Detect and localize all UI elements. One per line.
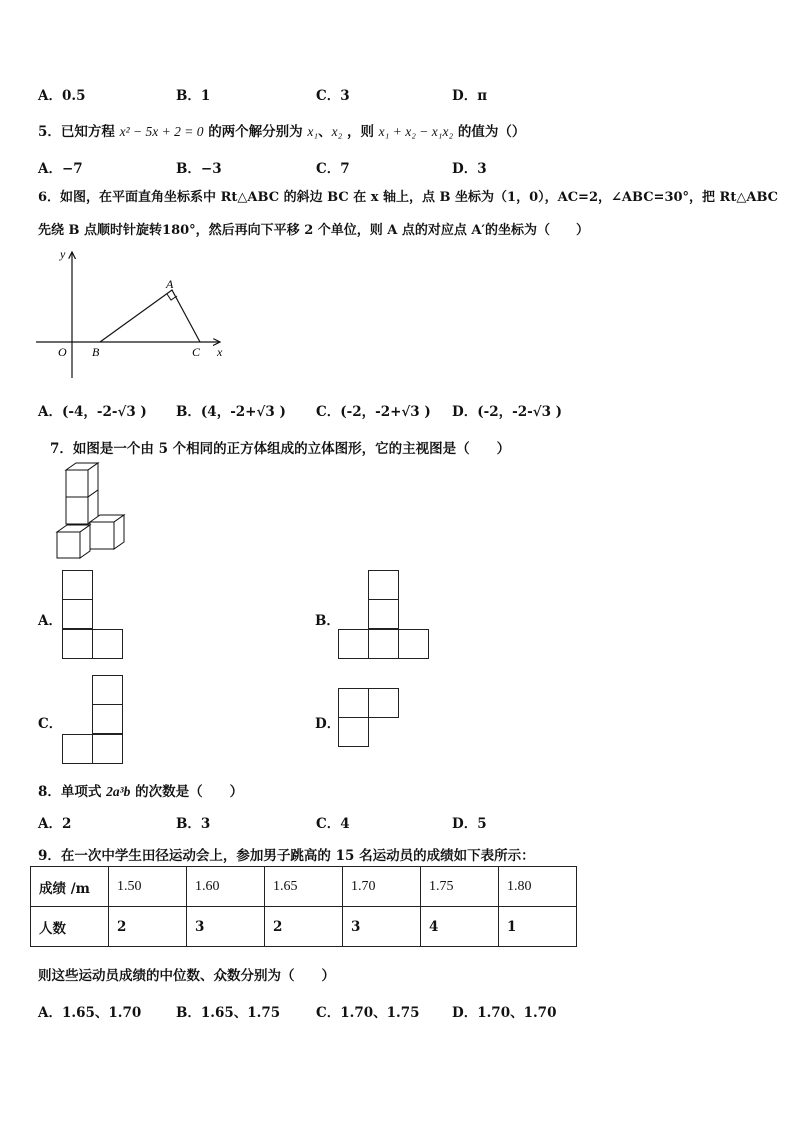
table-row [31, 907, 577, 947]
q9-question: 则这些运动员成绩的中位数、众数分别为（ ） [38, 968, 335, 984]
q5-option-c: C．7 [316, 161, 350, 177]
height-cell: 1.60 [187, 867, 265, 907]
q7-option-a-label: A． [38, 613, 62, 629]
label-a: A [166, 277, 174, 291]
q9-score-table [30, 866, 577, 947]
q5-mid: 的两个解分别为 [208, 124, 303, 140]
q7-option-d-figure [338, 688, 400, 750]
q9-option-c: C．1.70、1.75 [316, 1005, 420, 1021]
height-cell: 1.50 [109, 867, 187, 907]
label-y: y [60, 247, 66, 261]
q5-x1: x₁ [307, 124, 319, 139]
q5-comma: ，则 [346, 124, 374, 140]
q9-option-d: D．1.70、1.70 [452, 1005, 557, 1021]
label-c: C [192, 345, 201, 359]
height-cell: 1.75 [421, 867, 499, 907]
q7-option-b-label: B． [315, 613, 340, 629]
q8-option-c: C．4 [316, 816, 350, 832]
q8-stem [38, 780, 243, 800]
q5-stem [38, 120, 525, 140]
q6-option-b: B．(4，-2+√3 ) [176, 404, 286, 420]
q9-option-b: B．1.65、1.75 [176, 1005, 281, 1021]
count-cell: 3 [187, 907, 265, 947]
count-cell: 2 [265, 907, 343, 947]
q5-option-d: D．3 [452, 161, 487, 177]
q8-monomial: 2a³b [106, 784, 131, 799]
q5-prefix: 5．已知方程 [38, 124, 115, 140]
count-cell: 3 [343, 907, 421, 947]
q4-option-b: B．1 [176, 88, 211, 104]
q7-solid-figure [52, 460, 134, 564]
q5-x2: x₂ [331, 124, 343, 139]
q8-suffix: 的次数是（ ） [135, 784, 244, 800]
q8-option-d: D．5 [452, 816, 487, 832]
height-cell: 1.70 [343, 867, 421, 907]
q7-option-d-label: D． [315, 716, 341, 732]
label-b: B [92, 345, 100, 359]
q6-option-d: D．(-2，-2-√3 ) [452, 404, 563, 420]
triangle-abc [100, 290, 200, 342]
q5-sep: 、 [318, 124, 332, 140]
q6-coordinate-figure [36, 246, 236, 386]
height-cell: 1.65 [265, 867, 343, 907]
q5-expression: x₁ + x₂ − x₁x₂ [378, 124, 454, 139]
row-header-score: 成绩 /m [31, 867, 109, 907]
q8-option-b: B．3 [176, 816, 211, 832]
count-cell: 1 [499, 907, 577, 947]
right-angle-mark [167, 294, 177, 300]
q6-stem-line2: 先绕 B 点顺时针旋转180°，然后再向下平移 2 个单位，则 A 点的对应点 A′的坐标为（ ） [38, 223, 589, 238]
q5-equation: x² − 5x + 2 = 0 [119, 124, 204, 139]
row-header-count: 人数 [31, 907, 109, 947]
height-cell: 1.80 [499, 867, 577, 907]
q7-stem: 7．如图是一个由 5 个相同的正方体组成的立体图形，它的主视图是（ ） [50, 441, 511, 457]
label-x: x [217, 345, 223, 359]
q7-option-c-figure [62, 675, 124, 765]
q5-suffix: 的值为（） [457, 124, 526, 140]
q6-stem-line1: 6．如图，在平面直角坐标系中 Rt△ABC 的斜边 BC 在 x 轴上，点 B 坐标为（1，0），AC=2，∠ABC=30°，把 Rt△ABC [38, 190, 779, 205]
q8-option-a: A．2 [38, 816, 72, 832]
q7-option-a-figure [62, 570, 124, 660]
label-o: O [58, 345, 67, 359]
q8-prefix: 8．单项式 [38, 784, 102, 800]
q9-stem: 9．在一次中学生田径运动会上，参加男子跳高的 15 名运动员的成绩如下表所示： [38, 848, 535, 864]
q7-option-c-label: C． [38, 716, 63, 732]
q5-option-a: A．−7 [38, 161, 83, 177]
count-cell: 2 [109, 907, 187, 947]
q7-option-b-figure [338, 570, 430, 660]
count-cell: 4 [421, 907, 499, 947]
q9-option-a: A．1.65、1.70 [38, 1005, 142, 1021]
q4-option-c: C．3 [316, 88, 350, 104]
q6-option-a: A．(-4，-2-√3 ) [38, 404, 147, 420]
table-row [31, 867, 577, 907]
q6-option-c: C．(-2，-2+√3 ) [316, 404, 431, 420]
q5-option-b: B．−3 [176, 161, 222, 177]
q4-option-a: A．0.5 [38, 88, 86, 104]
q4-option-d: D．π [452, 88, 488, 104]
